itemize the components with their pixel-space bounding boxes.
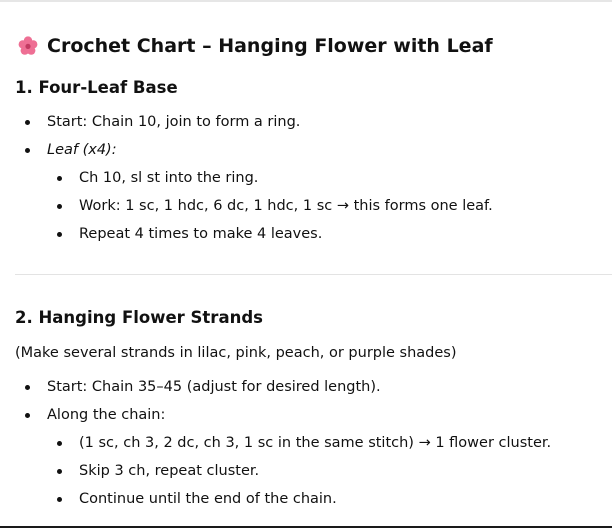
list-item [79, 489, 337, 509]
list-item-text: Continue until the end of the chain. [79, 491, 337, 507]
section-heading-four-leaf-base: 1. Four-Leaf Base [15, 78, 178, 97]
list-item [79, 461, 259, 481]
list-item [79, 196, 493, 216]
bullet-icon [57, 204, 62, 209]
list-item-text: Leaf (x4): [47, 142, 117, 158]
page-title-text: Crochet Chart – Hanging Flower with Leaf [47, 35, 493, 57]
bullet-icon [57, 176, 62, 181]
list-item-text: Ch 10, sl st into the ring. [79, 170, 259, 186]
cherry-blossom-icon [18, 36, 38, 56]
list-item [79, 168, 258, 188]
bullet-icon [57, 469, 62, 474]
list-item [47, 112, 300, 132]
bullet-icon [57, 497, 62, 502]
list-item-text: Skip 3 ch, repeat cluster. [79, 463, 260, 479]
section-note: (Make several strands in lilac, pink, peach, or purple shades) [15, 345, 457, 361]
list-item-text: Along the chain: [47, 407, 166, 423]
list-item-text: Repeat 4 times to make 4 leaves. [79, 226, 323, 242]
bullet-icon [25, 120, 30, 125]
bullet-icon [57, 232, 62, 237]
list-item-text: Start: Chain 35–45 (adjust for desired length). [47, 379, 381, 395]
list-item-text: Start: Chain 10, join to form a ring. [47, 114, 301, 130]
bullet-icon [25, 413, 30, 418]
top-border [0, 0, 612, 2]
list-item [47, 377, 381, 397]
list-item [79, 433, 551, 453]
bullet-icon [25, 148, 30, 153]
section-divider [15, 274, 612, 275]
list-item [79, 224, 322, 244]
list-item-text: Work: 1 sc, 1 hdc, 6 dc, 1 hdc, 1 sc → this forms one leaf. [79, 198, 493, 214]
page-title [18, 32, 493, 60]
list-item [47, 140, 117, 160]
list-item [47, 405, 165, 425]
section-heading-hanging-flower-strands: 2. Hanging Flower Strands [15, 308, 263, 327]
bullet-icon [25, 385, 30, 390]
bullet-icon [57, 441, 62, 446]
list-item-text: (1 sc, ch 3, 2 dc, ch 3, 1 sc in the same stitch) → 1 flower cluster. [79, 435, 552, 451]
